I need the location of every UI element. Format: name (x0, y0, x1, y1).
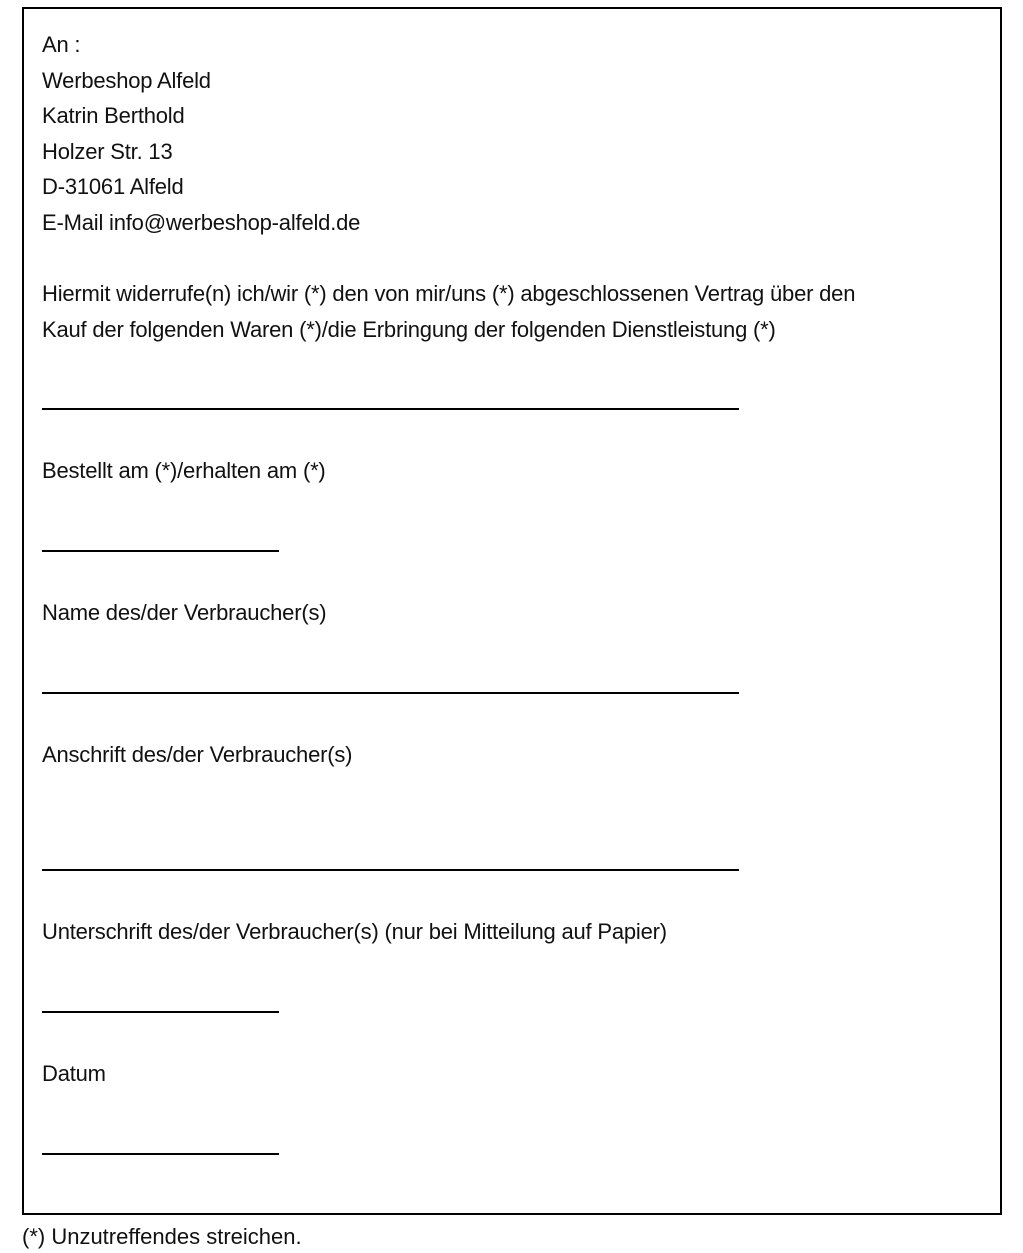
consumer-name-label: Name des/der Verbraucher(s) (42, 600, 327, 625)
declaration-line-1: Hiermit widerrufe(n) ich/wir (*) den von mir/uns (*) abgeschlossenen Vertrag über den (42, 281, 856, 306)
date-fill-line[interactable] (42, 1153, 279, 1155)
consumer-address-fill-line[interactable] (42, 869, 739, 871)
consumer-name-fill-line[interactable] (42, 692, 739, 694)
declaration-line-2: Kauf der folgenden Waren (*)/die Erbringung der folgenden Dienstleistung (*) (42, 317, 776, 342)
ordered-received-label: Bestellt am (*)/erhalten am (*) (42, 458, 326, 483)
goods-services-fill-line[interactable] (42, 408, 739, 410)
consumer-address-label: Anschrift des/der Verbraucher(s) (42, 742, 353, 767)
ordered-received-fill-line[interactable] (42, 550, 279, 552)
recipient-city: D-31061 Alfeld (42, 174, 184, 199)
recipient-email: E-Mail info@werbeshop-alfeld.de (42, 210, 361, 235)
recipient-street: Holzer Str. 13 (42, 139, 173, 164)
date-label: Datum (42, 1061, 106, 1086)
recipient-company: Werbeshop Alfeld (42, 68, 211, 93)
recipient-label: An : (42, 32, 81, 57)
signature-label: Unterschrift des/der Verbraucher(s) (nur bei Mitteilung auf Papier) (42, 919, 667, 944)
recipient-person: Katrin Berthold (42, 103, 185, 128)
signature-fill-line[interactable] (42, 1011, 279, 1013)
footnote: (*) Unzutreffendes streichen. (22, 1224, 302, 1249)
